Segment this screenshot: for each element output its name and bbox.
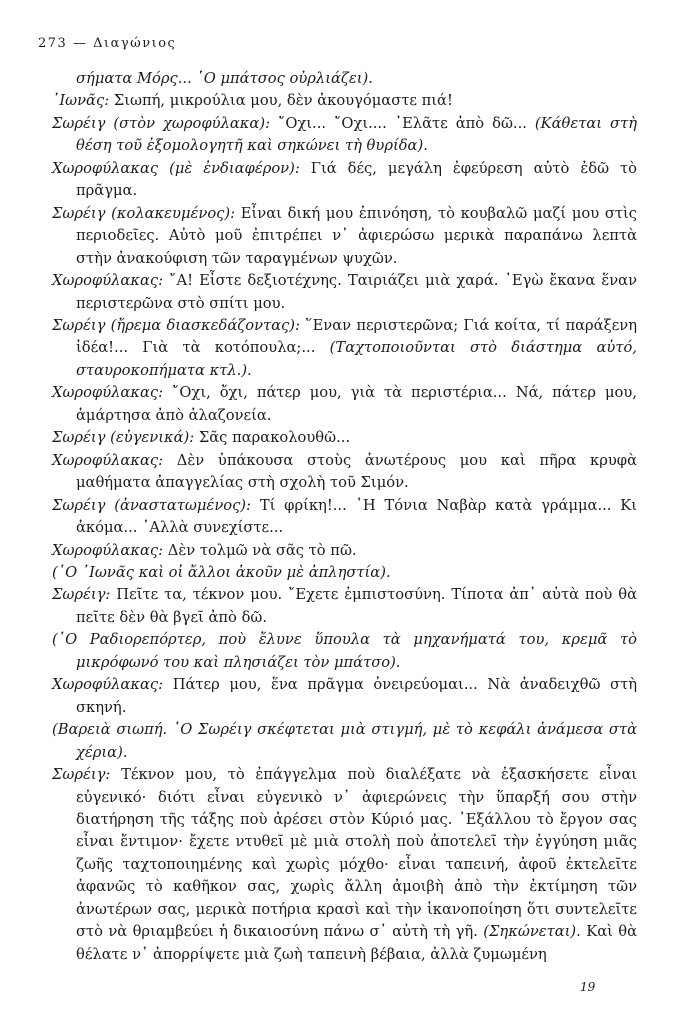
stage-direction-continuation: σήματα Μόρς... ῾Ο μπάτσος οὐρλιάζει). bbox=[76, 70, 373, 87]
speech-continued: Καὶ θὰ θέλατε ν᾿ ἀπορρίψετε μιὰ ζωὴ ταπεινὴ βέβαια, ἀλλὰ ζυμωμένη bbox=[76, 923, 638, 963]
stage-direction-line: (῾Ο ᾿Ιωνᾶς καὶ οἱ ἄλλοι ἀκοῦν μὲ ἀπληστία). bbox=[52, 563, 391, 581]
speech: Σιωπή, μικρούλια μου, δὲν ἀκουγόμαστε πιά! bbox=[113, 92, 453, 110]
speaker: Σωρέιγ (στὸν χωροφύλακα): bbox=[52, 114, 271, 132]
speaker: Σωρέιγ (ἀναστατωμένος): bbox=[52, 496, 251, 514]
speech: ῎Οχι... ῎Οχι.... ᾿Ελᾶτε ἀπὸ δῶ... bbox=[278, 114, 527, 132]
dialogue-line bbox=[52, 382, 637, 427]
dialogue-line bbox=[52, 674, 637, 719]
page-number: 19 bbox=[580, 980, 596, 994]
speech: ῎Α! Εἶστε δεξιοτέχνης. Ταιριάζει μιὰ χαρά. ᾿Εγὼ ἔκανα ἕναν περιστερῶνα στὸ σπίτι μου. bbox=[76, 272, 638, 312]
speaker: Σωρέιγ (ἤρεμα διασκεδάζοντας): bbox=[52, 316, 300, 334]
dialogue-line bbox=[52, 584, 637, 629]
speech: Πάτερ μου, ἕνα πρᾶγμα ὀνειρεύομαι... Νὰ ἀναδειχθῶ στὴ σκηνή. bbox=[76, 676, 637, 716]
dialogue-line bbox=[52, 495, 637, 540]
dialogue-line bbox=[52, 113, 637, 158]
speech: Τέκνον μου, τὸ ἐπάγγελμα ποὺ διαλέξατε νὰ ἐξασκήσετε εἶναι εὐγενικό· διότι εἶναι εὐγενικὸ ν᾿ ἀφιερώνεις τὴν ὕπαρξή σου στὴν διατήρηση τῆς τάξης ποὺ ἀρέσει στὸν Κύριό μας. ᾿Εξάλλου τὸ ἔργον σας εἶναι ἔντιμον· ἔχετε ντυθεῖ μὲ μιὰ στολὴ ποὺ ἀποτελεῖ τὴν ἐγγύηση μιᾶς ζωῆς ταχτοποιημένης καὶ χωρὶς μόχθο· εἶναι ταπεινή, ἀφοῦ ἐκτελεῖτε ἀφανῶς τὸ καθῆκον σας, χωρὶς ἄλλη ἀμοιβὴ ἀπὸ τὴν ἐκτίμηση τῶν ἀνωτέρων σας, μερικὰ ποτήρια κρασὶ καὶ τὴν ἱκανοποίηση ὅτι συντελεῖτε στὸ νὰ θριαμβεύει ἡ δικαιοσύνη πάνω σ᾿ αὐτὴ τὴ γῆ. bbox=[76, 766, 637, 941]
speech: ῎Οχι, ὄχι, πάτερ μου, γιὰ τὰ περιστέρια... Νά, πάτερ μου, ἁμάρτησα ἀπὸ ἀλαζονεία. bbox=[76, 384, 637, 424]
stage-direction: (Κάθεται στὴ θέση τοῦ ἐξομολογητῆ καὶ σηκώνει τὴ θυρίδα). bbox=[76, 114, 637, 155]
speech: Πεῖτε τα, τέκνον μου. ῎Εχετε ἐμπιστοσύνη. Τίποτα ἀπ᾿ αὐτὰ ποὺ θὰ πεῖτε δὲν θὰ βγεῖ ἀπὸ δῶ. bbox=[76, 586, 638, 626]
dialogue-line bbox=[52, 90, 637, 112]
speech: Σᾶς παρακολουθῶ... bbox=[198, 429, 351, 447]
stage-direction-line: (῾Ο Ραδιορεπόρτερ, ποὺ ἔλυνε ὕπουλα τὰ μηχανήματά του, κρεμᾶ τὸ μικρόφωνό του καὶ πλησιάζει τὸν μπάτσο). bbox=[52, 631, 637, 671]
speaker: Σωρέιγ: bbox=[52, 586, 111, 604]
stage-direction: (Ταχτοποιοῦνται στὸ διάστημα αὐτό, σταυροκοπήματα κτλ.). bbox=[76, 339, 637, 379]
speaker: Χωροφύλακας: bbox=[52, 272, 164, 290]
speaker: Σωρέιγ: bbox=[52, 766, 111, 784]
speech: Τί φρίκη!... ῾Η Τόνια Ναβὰρ κατὰ γράμμα... Κι ἀκόμα... ᾿Αλλὰ συνεχίστε... bbox=[76, 496, 638, 537]
dialogue-line bbox=[52, 540, 637, 562]
stage-direction-line: (Βαρειὰ σιωπή. ῾Ο Σωρέιγ σκέφτεται μιὰ στιγμή, μὲ τὸ κεφάλι ἀνάμεσα στὰ χέρια). bbox=[52, 721, 637, 761]
speech: ῞Εναν περιστερῶνα; Γιά κοίτα, τί παράξενη ἰδέα!... Γιὰ τὰ κοτόπουλα;... bbox=[76, 316, 637, 357]
speech: Δὲν τολμῶ νὰ σᾶς τὸ πῶ. bbox=[167, 541, 357, 559]
speaker: Χωροφύλακας: bbox=[52, 384, 164, 402]
speaker: Χωροφύλακας: bbox=[52, 676, 164, 694]
dialogue-line bbox=[52, 427, 637, 449]
speech: Γιά δές, μεγάλη ἐφεύρεση αὐτὸ ἐδῶ τὸ πρᾶγμα. bbox=[76, 159, 637, 200]
dialogue-line bbox=[52, 315, 637, 382]
speaker: Χωροφύλακας: bbox=[52, 451, 164, 469]
speaker: Σωρέιγ (κολακευμένος): bbox=[52, 204, 236, 222]
speaker: ᾿Ιωνᾶς: bbox=[52, 92, 110, 110]
dialogue-line bbox=[52, 450, 637, 495]
speaker: Χωροφύλακας (μὲ ἐνδιαφέρον): bbox=[52, 159, 300, 177]
play-text bbox=[52, 68, 637, 966]
running-head: 273 — Διαγώνιος bbox=[38, 36, 177, 51]
dialogue-line bbox=[52, 764, 637, 966]
stage-direction: (Σηκώνεται). bbox=[483, 923, 581, 941]
speech: Δὲν ὑπάκουσα στοὺς ἀνωτέρους μου καὶ πῆρα κρυφὰ μαθήματα ἀπαγγελίας στὴ σχολὴ τοῦ Σιμόν. bbox=[76, 451, 637, 492]
speaker: Σωρέιγ (εὐγενικά): bbox=[52, 429, 195, 447]
dialogue-line bbox=[52, 270, 637, 315]
speech: Εἶναι δική μου ἐπινόηση, τὸ κουβαλῶ μαζί μου στὶς περιοδεῖες. Αὐτὸ μοῦ ἐπιτρέπει ν᾿ ἀφιερώσω μερικὰ παραπάνω λεπτὰ στὴν ἀνακούφιση τῶν ταραγμένων ψυχῶν. bbox=[76, 204, 637, 267]
dialogue-line bbox=[52, 203, 637, 270]
dialogue-line bbox=[52, 158, 637, 203]
speaker: Χωροφύλακας: bbox=[52, 541, 164, 559]
